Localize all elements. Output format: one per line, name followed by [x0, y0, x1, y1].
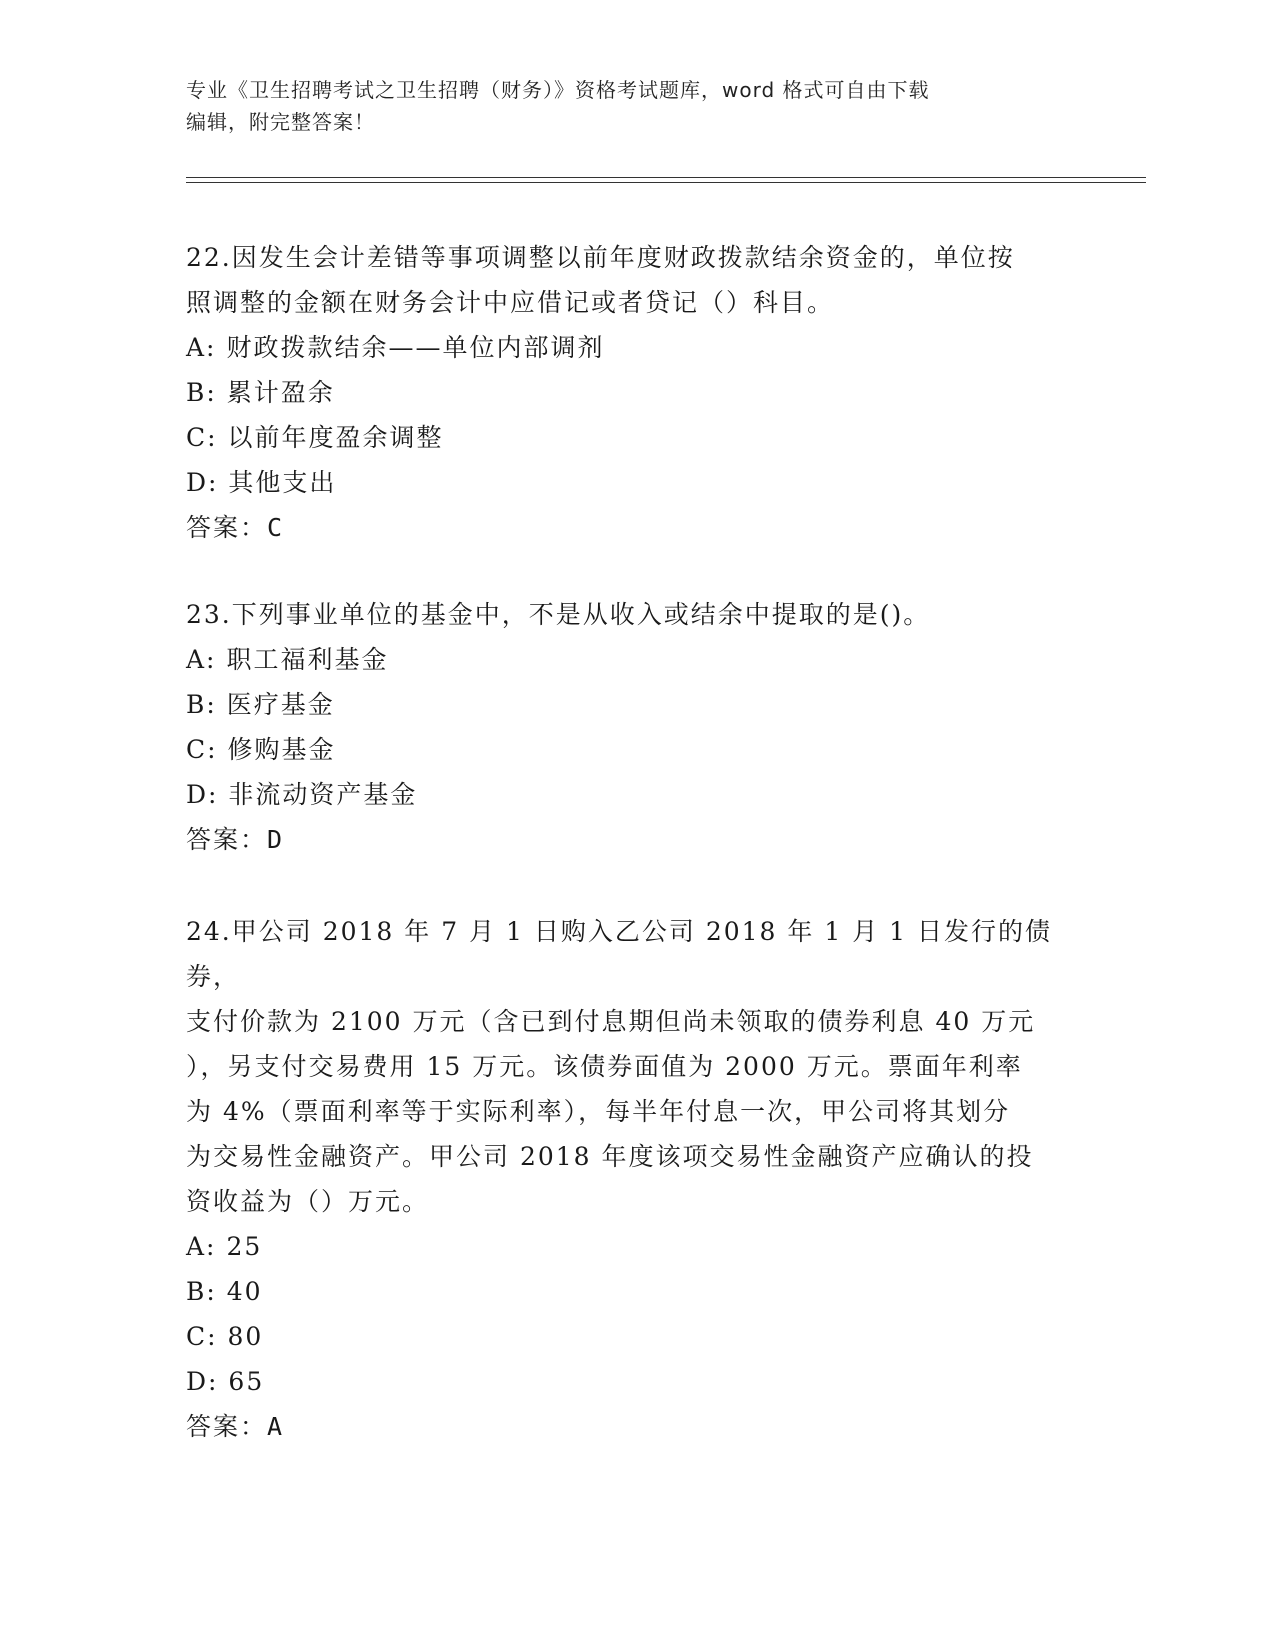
answer-value: A: [267, 1412, 285, 1441]
option-b: [186, 1269, 1066, 1314]
header-line-1: 专业《卫生招聘考试之卫生招聘（财务）》资格考试题库，word 格式可自由下载: [186, 78, 930, 102]
answer-line: [186, 817, 1066, 862]
option-b: [186, 370, 1066, 415]
option-text: 非流动资产基金: [228, 780, 418, 809]
option-key: B:: [186, 690, 217, 719]
option-key: C:: [186, 735, 218, 764]
option-c: [186, 415, 1066, 460]
answer-value: D: [267, 825, 285, 854]
option-b: [186, 682, 1066, 727]
question-stem-line: 照调整的金额在财务会计中应借记或者贷记（）科目。: [186, 288, 835, 317]
option-key: C:: [186, 1322, 218, 1351]
option-a: [186, 637, 1066, 682]
answer-label: 答案：: [186, 513, 268, 542]
option-key: D:: [186, 468, 219, 497]
option-a: [186, 325, 1066, 370]
option-c: [186, 727, 1066, 772]
header-line-2: 编辑，附完整答案！: [186, 110, 375, 134]
option-key: C:: [186, 423, 218, 452]
option-text: 医疗基金: [226, 690, 335, 719]
option-d: [186, 1359, 1066, 1404]
option-key: B:: [186, 378, 217, 407]
option-key: D:: [186, 1367, 219, 1396]
option-d: [186, 460, 1066, 505]
answer-line: [186, 1404, 1066, 1449]
option-text: 80: [227, 1322, 264, 1351]
option-text: 累计盈余: [226, 378, 335, 407]
option-text: 65: [228, 1367, 265, 1396]
option-key: A:: [186, 1232, 217, 1261]
option-text: 修购基金: [227, 735, 336, 764]
document-header: [186, 74, 1066, 138]
question-stem-line: 支付价款为 2100 万元（含已到付息期但尚未领取的债券利息 40 万元: [186, 1007, 1036, 1036]
answer-label: 答案：: [186, 1412, 268, 1441]
question-stem-line: ），另支付交易费用 15 万元。该债券面值为 2000 万元。票面年利率: [186, 1052, 1023, 1081]
header-divider-bottom: [186, 182, 1146, 183]
option-key: A:: [186, 645, 217, 674]
answer-value: C: [267, 513, 285, 542]
question-stem-line: 资收益为（）万元。: [186, 1187, 430, 1216]
option-key: A:: [186, 333, 217, 362]
question-23: [186, 592, 1066, 862]
option-text: 40: [226, 1277, 263, 1306]
question-24: [186, 909, 1066, 1449]
question-stem-line: 为 4%（票面利率等于实际利率），每半年付息一次，甲公司将其划分: [186, 1097, 1011, 1126]
header-divider-top: [186, 177, 1146, 178]
question-stem-line: 为交易性金融资产。甲公司 2018 年度该项交易性金融资产应确认的投: [186, 1142, 1034, 1171]
answer-line: [186, 505, 1066, 550]
option-d: [186, 772, 1066, 817]
question-stem-line: 24.甲公司 2018 年 7 月 1 日购入乙公司 2018 年 1 月 1 日发行的债券，: [186, 917, 1052, 991]
question-stem-line: 23.下列事业单位的基金中，不是从收入或结余中提取的是()。: [186, 600, 931, 629]
answer-label: 答案：: [186, 825, 268, 854]
option-text: 其他支出: [228, 468, 337, 497]
option-key: D:: [186, 780, 219, 809]
option-text: 财政拨款结余——单位内部调剂: [226, 333, 605, 362]
question-stem-line: 22.因发生会计差错等事项调整以前年度财政拨款结余资金的，单位按: [186, 243, 1015, 272]
question-22: [186, 235, 1066, 550]
option-text: 25: [226, 1232, 263, 1261]
option-key: B:: [186, 1277, 217, 1306]
option-text: 以前年度盈余调整: [227, 423, 444, 452]
option-c: [186, 1314, 1066, 1359]
option-text: 职工福利基金: [226, 645, 389, 674]
option-a: [186, 1224, 1066, 1269]
